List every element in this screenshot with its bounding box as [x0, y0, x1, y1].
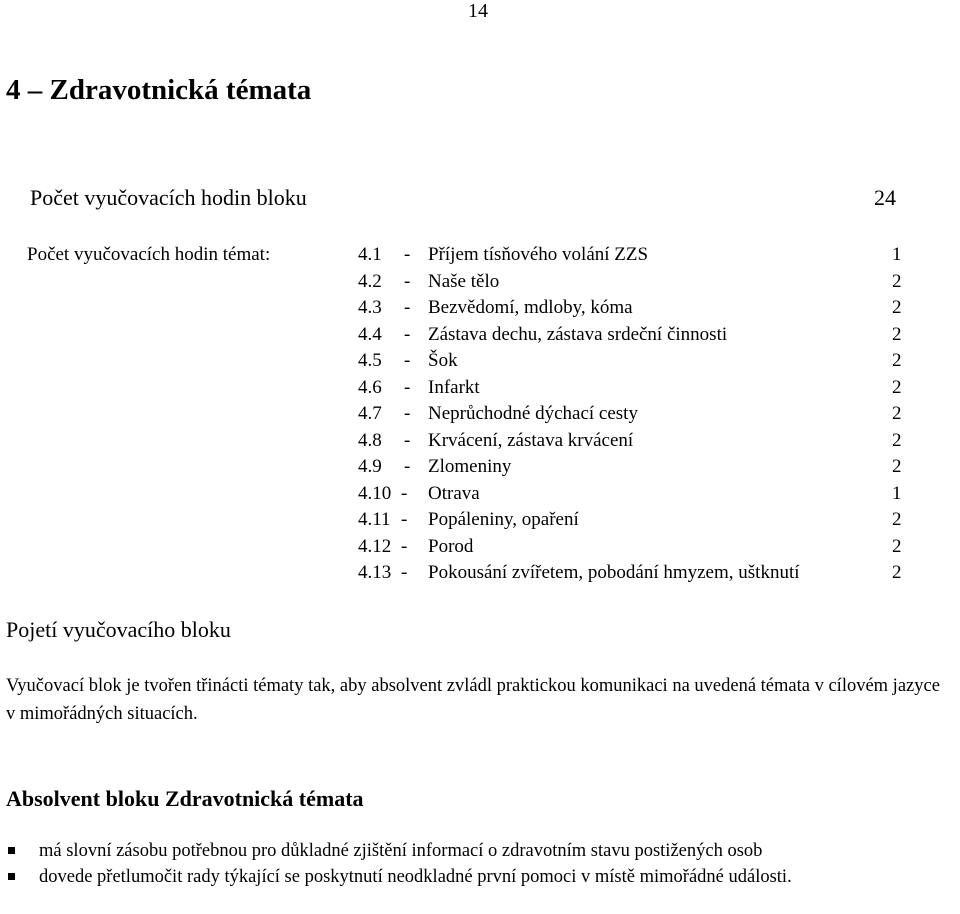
topic-title: Otrava: [428, 482, 480, 504]
topic-title: Příjem tísňového volání ZZS: [428, 244, 649, 265]
concept-heading: Pojetí vyučovacího bloku: [6, 617, 231, 642]
topic-dash: -: [404, 403, 411, 424]
topic-hours: 2: [892, 456, 902, 477]
topic-title: Bezvědomí, mdloby, kóma: [428, 297, 633, 318]
bullet-text: dovede přetlumočit rady týkající se poskytnutí neodkladné první pomoci v místě mimořádné události.: [39, 867, 792, 887]
topic-dash: -: [404, 376, 411, 398]
topic-dash: -: [404, 270, 411, 292]
topic-number: 4.5: [358, 350, 382, 371]
topic-hours: 1: [892, 244, 902, 265]
topic-number: 4.10: [358, 482, 392, 504]
topic-number: 4.7: [358, 403, 382, 424]
topic-title: Šok: [428, 350, 458, 371]
topic-hours: 2: [892, 297, 902, 318]
block-hours-label: Počet vyučovacích hodin bloku: [30, 185, 307, 210]
topic-row: [0, 297, 960, 323]
topic-row: [0, 509, 960, 535]
topic-row: [0, 483, 960, 509]
topic-title: Naše tělo: [428, 270, 500, 292]
block-hours-value: 24: [874, 185, 896, 210]
topic-row: [0, 562, 960, 588]
chapter-title: 4 – Zdravotnická témata: [6, 74, 312, 106]
topic-row: [0, 324, 960, 350]
topic-hours: 2: [892, 429, 902, 451]
topic-dash: -: [404, 456, 411, 477]
topic-hours: 1: [892, 482, 902, 504]
topic-dash: -: [404, 297, 411, 318]
topic-hours: 2: [892, 562, 902, 583]
topic-dash: -: [404, 244, 411, 265]
topic-dash: -: [404, 350, 411, 371]
topic-number: 4.1: [358, 244, 382, 265]
topic-number: 4.13: [358, 562, 392, 583]
topic-title: Popáleniny, opaření: [428, 509, 579, 530]
topic-title: Porod: [428, 535, 474, 557]
topic-number: 4.12: [358, 535, 392, 557]
graduate-outcomes-list: [6, 838, 954, 890]
topic-row: [0, 536, 960, 562]
topic-number: 4.6: [358, 376, 382, 398]
topic-dash: -: [404, 323, 411, 345]
topic-hours: 2: [892, 509, 902, 530]
topic-title: Infarkt: [428, 376, 480, 398]
topic-hours-label: Počet vyučovacích hodin témat:: [27, 244, 271, 265]
topic-dash: -: [404, 429, 411, 451]
square-bullet-icon: [8, 873, 15, 880]
topic-title: Krvácení, zástava krvácení: [428, 429, 634, 451]
topic-dash: -: [401, 509, 408, 530]
topic-dash: -: [401, 562, 408, 583]
topic-title: Pokousání zvířetem, pobodání hmyzem, uštknutí: [428, 562, 800, 583]
topic-hours: 2: [892, 323, 902, 345]
topic-row: [0, 430, 960, 456]
topic-dash: -: [401, 535, 408, 557]
graduate-heading: Absolvent bloku Zdravotnická témata: [6, 786, 364, 811]
topic-number: 4.9: [358, 456, 382, 477]
topic-row: [0, 244, 960, 270]
topic-hours: 2: [892, 376, 902, 398]
bullet-text: má slovní zásobu potřebnou pro důkladné zjištění informací o zdravotním stavu postižených osob: [39, 841, 763, 861]
topic-row: [0, 456, 960, 482]
topic-title: Neprůchodné dýchací cesty: [428, 403, 638, 424]
topic-title: Zástava dechu, zástava srdeční činnosti: [428, 323, 728, 345]
topic-number: 4.3: [358, 297, 382, 318]
topic-dash: -: [401, 482, 408, 504]
topic-number: 4.11: [358, 509, 391, 530]
topic-row: [0, 271, 960, 297]
topic-hours: 2: [892, 350, 902, 371]
concept-text: Vyučovací blok je tvořen třinácti tématy tak, aby absolvent zvládl praktickou komunikaci na uvedená témata v cílovém jazyce v mimořádných situacích.: [6, 676, 940, 724]
topic-number: 4.2: [358, 270, 382, 292]
topic-hours: 2: [892, 270, 902, 292]
topic-number: 4.4: [358, 323, 382, 345]
topic-row: [0, 350, 960, 376]
topic-row: [0, 377, 960, 403]
bullet-item: [6, 864, 954, 890]
topic-number: 4.8: [358, 429, 382, 451]
topic-hours: 2: [892, 535, 902, 557]
topic-row: [0, 403, 960, 429]
page-number: 14: [468, 0, 488, 22]
square-bullet-icon: [8, 847, 15, 854]
topic-title: Zlomeniny: [428, 456, 512, 477]
topic-hours: 2: [892, 403, 902, 424]
bullet-item: [6, 838, 954, 864]
